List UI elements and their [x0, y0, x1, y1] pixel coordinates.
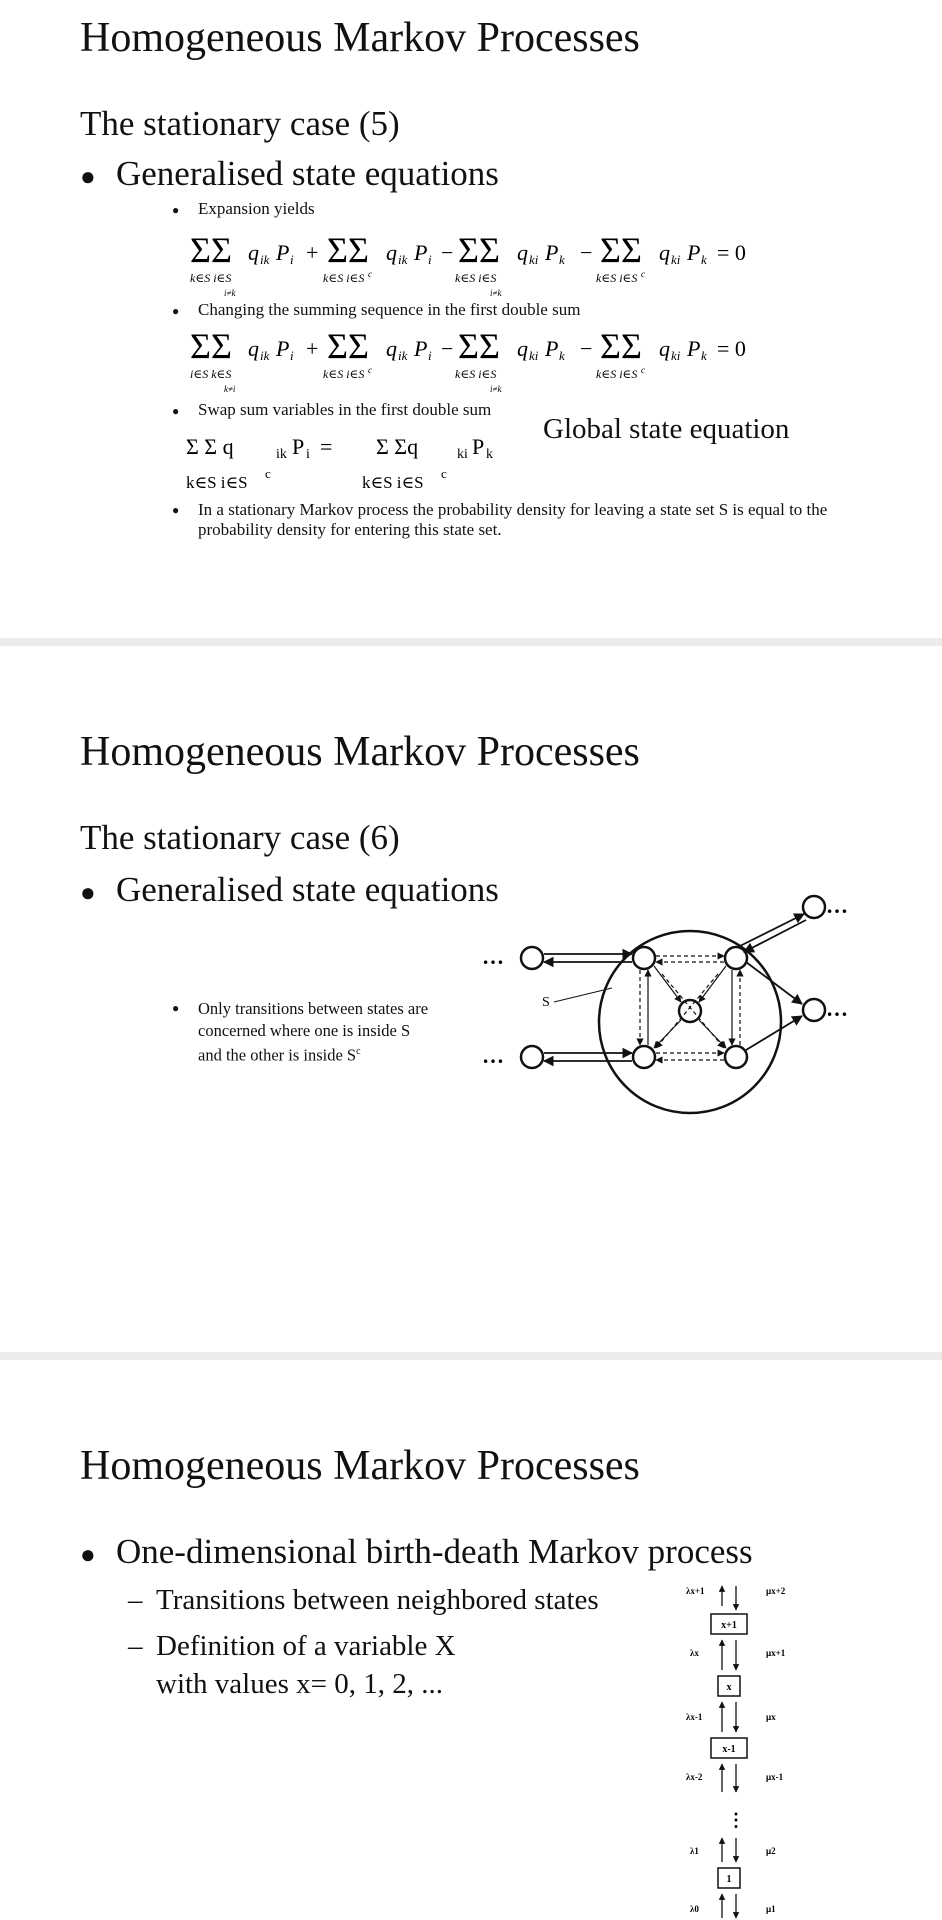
term-p: P: [687, 240, 701, 265]
bullet-generalised: ● Generalised state equations: [80, 870, 499, 909]
sum-lower: k∈S i∈S: [596, 271, 638, 285]
bullet-dot: ●: [80, 161, 96, 191]
slide-2: [0, 650, 942, 1350]
term-sub: ki: [671, 252, 681, 267]
lambda-label: λx-2: [686, 1772, 703, 1782]
global-state-equation: [186, 424, 546, 499]
global-eq-equals: =: [320, 434, 333, 459]
term-sub: ki: [529, 252, 539, 267]
term-q: q: [517, 336, 528, 361]
outside-node: [521, 947, 543, 969]
sub-bullet-changing: ● Changing the summing sequence in the first double sum: [172, 300, 581, 319]
sum-lower-sup: c: [368, 365, 372, 375]
state-node: [725, 947, 747, 969]
ellipsis: …: [826, 893, 848, 918]
transition-arrow: [654, 966, 681, 1002]
slide-title: Homogeneous Markov Processes: [80, 729, 640, 775]
global-eq-right-psub: k: [486, 447, 493, 462]
sum-lower-sup: c: [368, 269, 372, 279]
mu-label: μx: [766, 1712, 776, 1722]
term-p: P: [276, 336, 290, 361]
slide-separator: [0, 638, 942, 646]
term-q: q: [659, 240, 670, 265]
sum-sign: ΣΣ: [190, 326, 232, 366]
outside-node: [521, 1046, 543, 1068]
term-sub: i: [428, 348, 432, 363]
term-q: q: [659, 336, 670, 361]
term-sub: ki: [529, 348, 539, 363]
term-sub: ik: [260, 348, 270, 363]
slide-subtitle: The stationary case (5): [80, 104, 400, 143]
lambda-label: λx: [690, 1648, 699, 1658]
sum-condition: i≠k: [490, 384, 502, 394]
term-q: q: [248, 336, 259, 361]
mu-label: μx+1: [766, 1648, 786, 1658]
global-eq-svg: [186, 424, 546, 494]
sum-lower: k∈S i∈S: [323, 367, 365, 381]
term-sub: k: [701, 252, 707, 267]
sum-lower: k∈S i∈S: [190, 271, 232, 285]
state-label: x+1: [721, 1620, 737, 1631]
operator: = 0: [717, 336, 746, 361]
global-lower-right: k∈S i∈S: [362, 473, 424, 492]
state-node: [725, 1046, 747, 1068]
outside-node: [803, 999, 825, 1021]
term-sub: ik: [398, 348, 408, 363]
operator: −: [580, 336, 593, 361]
bullet-dot: ●: [80, 1539, 96, 1569]
global-eq-left: Σ Σ q: [186, 434, 234, 459]
mu-label: μ2: [766, 1846, 776, 1856]
slide-subtitle: The stationary case (6): [80, 818, 400, 857]
global-state-label: Global state equation: [543, 413, 790, 445]
term-p: P: [276, 240, 290, 265]
sum-lower: k∈S i∈S: [455, 271, 497, 285]
chain-ellipsis: ⋮: [727, 1810, 745, 1830]
global-eq-left-psub: i: [306, 447, 310, 462]
ellipsis: …: [826, 996, 848, 1021]
equation-1-svg: [190, 230, 790, 300]
term-sub: ki: [671, 348, 681, 363]
sum-lower-sup: c: [641, 365, 645, 375]
sum-lower: k∈S i∈S: [323, 271, 365, 285]
global-eq-right: Σ Σq: [376, 434, 419, 459]
global-eq-right-p: P: [472, 434, 485, 459]
bullet-dot: ●: [172, 303, 180, 318]
sum-lower: k∈S i∈S: [455, 367, 497, 381]
term-p: P: [545, 240, 559, 265]
term-sub: ik: [398, 252, 408, 267]
equation-changed: [190, 326, 790, 401]
state-node: [633, 1046, 655, 1068]
sum-sign: ΣΣ: [600, 230, 642, 270]
term-p: P: [545, 336, 559, 361]
global-lower-sup: c: [265, 466, 271, 481]
dash-marker: –: [128, 1630, 143, 1662]
bullet-dot: ●: [172, 202, 180, 217]
operator: +: [306, 240, 319, 265]
stationary-paragraph: ● In a stationary Markov process the probability density for leaving a state set S is equal to the probability density for entering this state set.: [172, 500, 828, 539]
sum-sign: ΣΣ: [327, 326, 369, 366]
operator: −: [580, 240, 593, 265]
boundary-arrow: [740, 914, 804, 946]
state-label: 1: [726, 1874, 732, 1885]
sum-condition: i≠k: [490, 288, 502, 298]
term-p: P: [414, 336, 428, 361]
boundary-arrow: [746, 962, 802, 1004]
term-sub: i: [290, 348, 294, 363]
term-p: P: [414, 240, 428, 265]
sum-condition: i≠k: [224, 288, 236, 298]
term-sub: k: [701, 348, 707, 363]
mu-label: μx+2: [766, 1586, 786, 1596]
sum-lower-sup: c: [641, 269, 645, 279]
slide-1: [0, 0, 942, 640]
term-sub: i: [290, 252, 294, 267]
operator: +: [306, 336, 319, 361]
sum-lower: k∈S i∈S: [596, 367, 638, 381]
side-note: ● Only transitions between states are concerned where one is inside S and the other is inside $S^c$: [172, 999, 429, 1065]
mu-label: μ1: [766, 1904, 776, 1914]
outside-node: [803, 896, 825, 918]
sum-sign: ΣΣ: [327, 230, 369, 270]
sum-condition: k≠i: [224, 384, 236, 394]
global-lower-sup: c: [441, 466, 447, 481]
operator: = 0: [717, 240, 746, 265]
sum-lower: i∈S k∈S: [190, 367, 232, 381]
global-eq-left-p: P: [292, 434, 305, 459]
term-sub: k: [559, 348, 565, 363]
global-eq-right-sub: ki: [457, 447, 468, 462]
dash-item-definition: – Definition of a variable X: [128, 1630, 456, 1662]
slide-title: Homogeneous Markov Processes: [80, 15, 640, 61]
term-sub: ik: [260, 252, 270, 267]
state-label: x-1: [722, 1744, 736, 1755]
equation-2-svg: [190, 326, 790, 396]
term-sub: k: [559, 252, 565, 267]
equation-expansion: [190, 230, 790, 305]
term-p: P: [687, 336, 701, 361]
bullet-dot: ●: [172, 1001, 180, 1015]
bullet-dot: ●: [80, 877, 96, 907]
state-node: [633, 947, 655, 969]
term-q: q: [517, 240, 528, 265]
bullet-birth-death: ● One-dimensional birth-death Markov process: [80, 1532, 753, 1571]
dash-marker: –: [128, 1584, 143, 1616]
boundary-arrow: [744, 920, 806, 952]
sum-sign: ΣΣ: [190, 230, 232, 270]
state-set-diagram: [470, 890, 870, 1130]
global-eq-left-sub: ik: [276, 447, 287, 462]
lambda-label: λx-1: [686, 1712, 703, 1722]
lambda-label: λ0: [690, 1904, 699, 1914]
bullet-dot: ●: [172, 403, 180, 418]
global-lower-left: k∈S i∈S: [186, 473, 248, 492]
transition-arrow: [699, 966, 726, 1002]
ellipsis: …: [482, 1043, 504, 1068]
bullet-dot: ●: [172, 503, 180, 517]
sum-sign: ΣΣ: [600, 326, 642, 366]
operator: −: [441, 240, 454, 265]
term-q: q: [248, 240, 259, 265]
dash-item-transitions: – Transitions between neighbored states: [128, 1584, 599, 1616]
dash-item-values: with values x= 0, 1, 2, ...: [156, 1668, 443, 1700]
ellipsis: …: [482, 944, 504, 969]
slide-3: [0, 1360, 942, 1920]
operator: −: [441, 336, 454, 361]
slide-title: Homogeneous Markov Processes: [80, 1443, 640, 1489]
state-node: [679, 1000, 701, 1022]
birth-death-chain: [676, 1580, 826, 1920]
set-label: S: [542, 995, 550, 1010]
term-q: q: [386, 240, 397, 265]
sum-sign: ΣΣ: [458, 326, 500, 366]
lambda-label: λx+1: [686, 1586, 705, 1596]
state-label: x: [726, 1682, 732, 1693]
lambda-label: λ1: [690, 1846, 699, 1856]
sum-sign: ΣΣ: [458, 230, 500, 270]
sub-bullet-expansion: ● Expansion yields: [172, 199, 315, 218]
sub-bullet-swap: ● Swap sum variables in the first double sum: [172, 400, 492, 419]
mu-label: μx-1: [766, 1772, 784, 1782]
boundary-arrow: [746, 1016, 802, 1050]
term-sub: i: [428, 252, 432, 267]
term-q: q: [386, 336, 397, 361]
slide-separator: [0, 1352, 942, 1360]
bullet-generalised: ● Generalised state equations: [80, 154, 499, 193]
